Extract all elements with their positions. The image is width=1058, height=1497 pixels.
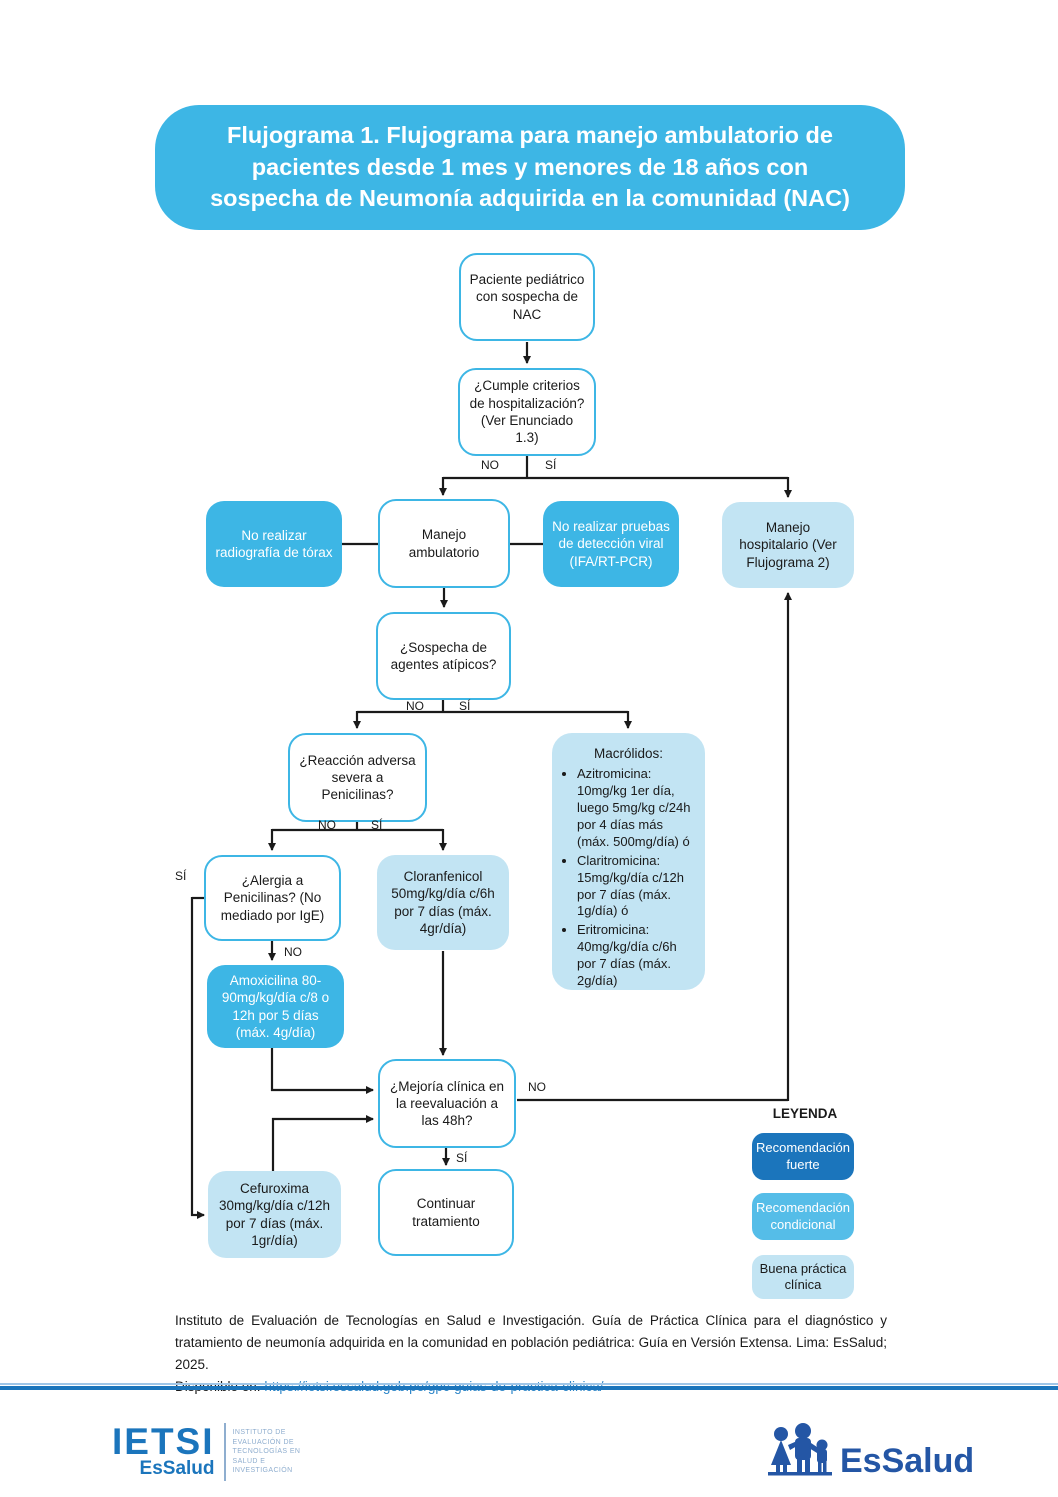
ietsi-logo-divider: [224, 1423, 226, 1481]
ietsi-tagline-line: INVESTIGACIÓN: [232, 1467, 293, 1475]
ietsi-tagline: [233, 1428, 301, 1475]
node-no-pruebas-virales: [543, 501, 679, 587]
macrolidos-item-claritromicina: • Claritromicina: 15mg/kg/día c/12h por 7 días (máx. 1g/día) ó: [577, 853, 695, 921]
node-no-pruebas-label: No realizar pruebas de detección viral (IFA/RT-PCR): [552, 519, 670, 569]
node-no-radiografia: [206, 501, 342, 587]
node-cloranfenicol-label: Cloranfenicol 50mg/kg/día c/6h por 7 días (máx. 4gr/día): [391, 868, 495, 936]
ietsi-wordmark: [112, 1421, 215, 1479]
ietsi-logo: [112, 1423, 300, 1481]
node-amoxicilina-label: Amoxicilina 80-90mg/kg/día c/8 o 12h por 5 días (máx. 4g/día): [221, 972, 330, 1040]
macrolidos-item-eritromicina: • Eritromicina: 40mg/kg/día c/6h por 7 días (máx. 2g/día): [577, 922, 695, 990]
node-reaccion-label: ¿Reacción adversa severa a Penicilinas?: [299, 752, 416, 803]
essalud-logo: [768, 1423, 975, 1480]
node-mejoria-label: ¿Mejoría clínica en la reevaluación a las 48h?: [389, 1078, 505, 1129]
legend-buena-label: Buena práctica clínica: [759, 1260, 847, 1292]
node-cefuroxima-label: Cefuroxima 30mg/kg/día c/12h por 7 días (máx. 1gr/día): [218, 1180, 331, 1248]
node-manejo-hospitalario: [722, 502, 854, 588]
edge-label-no-reaccion: NO: [318, 818, 336, 832]
citation-text: Instituto de Evaluación de Tecnologías en Salud e Investigación. Guía de Práctica Clínica para el diagnóstico y tratamiento de neumonía adquirida en la comunidad en población pediátrica: Guía en Versión Extensa. Lima: EsSalud; 2025.: [175, 1313, 887, 1372]
edge-label-no-atipicos: NO: [406, 699, 424, 713]
node-reaccion-adversa: [288, 733, 427, 822]
page-title: Flujograma 1. Flujograma para manejo ambulatorio de pacientes desde 1 mes y menores de 18 años con sospecha de Neumonía adquirida en la comunidad (NAC): [210, 121, 850, 212]
footer-divider-highlight: [0, 1383, 1058, 1385]
node-manejo-ambulatorio: [378, 499, 510, 588]
node-continuar-tratamiento: [378, 1169, 514, 1256]
essalud-name: EsSalud: [840, 1441, 975, 1480]
ietsi-tagline-line: EVALUACIÓN DE: [232, 1438, 295, 1446]
edge-label-si-mejoria: SÍ: [456, 1151, 468, 1165]
node-no-radiografia-label: No realizar radiografía de tórax: [215, 527, 333, 560]
edge-label-no-alergia: NO: [284, 945, 302, 959]
macrolidos-list: [562, 766, 695, 992]
edge-label-si-atipicos: SÍ: [459, 699, 471, 713]
macrolidos-item-azitromicina: • Azitromicina: 10mg/kg 1er día, luego 5mg/kg c/24h por 4 días más (máx. 500mg/día) ó: [577, 766, 695, 850]
footer-divider: [0, 1386, 1058, 1390]
node-paciente-label: Paciente pediátrico con sospecha de NAC: [469, 272, 585, 322]
edge-label-si-alergia: SÍ: [175, 869, 187, 883]
ietsi-essalud: EsSalud: [139, 1457, 215, 1479]
node-manejo-hospitalario-label: Manejo hospitalario (Ver Flujograma 2): [739, 520, 837, 570]
node-sospecha-label: ¿Sospecha de agentes atípicos?: [390, 639, 497, 672]
node-alergia-penicilinas: [204, 855, 341, 941]
edge-label-no-hospitalizacion: NO: [481, 458, 499, 472]
node-cloranfenicol: [377, 855, 509, 950]
ietsi-tagline-line: TECNOLOGÍAS EN: [232, 1448, 301, 1456]
node-paciente-pediatrico: [459, 253, 595, 341]
edge-label-no-mejoria: NO: [528, 1080, 546, 1094]
node-manejo-ambulatorio-label: Manejo ambulatorio: [408, 527, 480, 560]
node-alergia-label: ¿Alergia a Penicilinas? (No mediado por IgE): [220, 873, 325, 923]
macrolidos-title: Macrólidos:: [593, 746, 664, 761]
legend-condicional-label: Recomendación condicional: [756, 1200, 850, 1232]
ietsi-name: IETSI: [112, 1421, 215, 1463]
edge-label-si-hospitalizacion: SÍ: [545, 458, 557, 472]
ietsi-tagline-line: INSTITUTO DE: [232, 1429, 286, 1437]
node-criterios-hospitalizacion: [458, 368, 596, 456]
node-criterios-label: ¿Cumple criterios de hospitalización? (Ver Enunciado 1.3): [469, 378, 585, 446]
node-continuar-label: Continuar tratamiento: [412, 1196, 480, 1229]
essalud-family-icon: [768, 1423, 836, 1477]
node-cefuroxima: [208, 1171, 341, 1258]
node-sospecha-atipicos: [376, 612, 511, 700]
node-mejoria-clinica: [378, 1059, 516, 1148]
edge-label-si-reaccion: SÍ: [371, 818, 383, 832]
legend-title: LEYENDA: [772, 1106, 838, 1121]
node-amoxicilina: [207, 965, 344, 1048]
legend-recomendacion-fuerte: [752, 1133, 854, 1180]
legend-fuerte-label: Recomendación fuerte: [756, 1140, 850, 1172]
node-macrolidos: [552, 733, 705, 990]
ietsi-tagline-line: SALUD E: [232, 1457, 266, 1465]
legend-buena-practica: [752, 1255, 854, 1299]
legend-recomendacion-condicional: [752, 1193, 854, 1240]
